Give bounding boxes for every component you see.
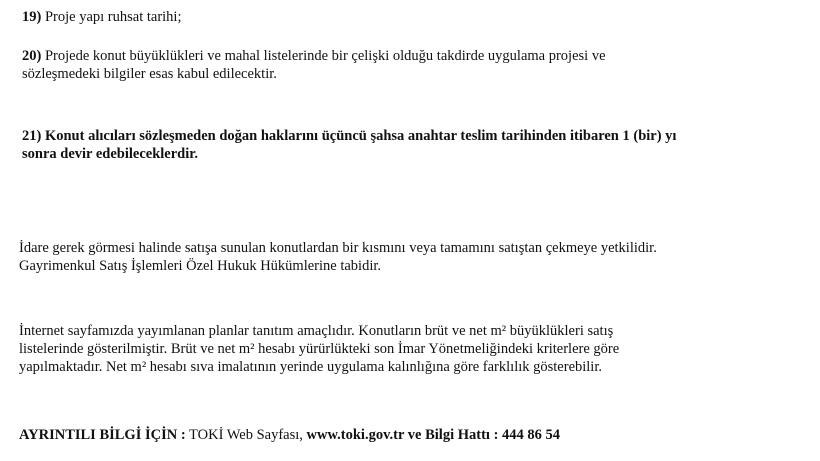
item-20-line-1: Projede konut büyüklükleri ve mahal listelerinde bir çelişki olduğu takdirde uygulama projesi ve [41,48,606,64]
hotline: Bilgi Hattı : 444 86 54 [425,427,561,443]
toki-url: www.toki.gov.tr [306,427,405,443]
internet-line-1: İnternet sayfamızda yayımlanan planlar tanıtım amaçlıdır. Konutların brüt ve net m² büyüklükleri satış [19,323,614,339]
item-21 [22,127,676,163]
idare-paragraph [19,239,657,275]
footer-label: AYRINTILI BİLGİ İÇİN : [19,427,186,443]
footer-text-1: TOKİ Web Sayfası, [185,427,307,443]
item-19-text: Proje yapı ruhsat tarihi; [41,9,182,25]
item-21-line-2: sonra devir edebileceklerdir. [22,146,198,162]
footer-contact [19,426,560,444]
item-20 [22,47,606,83]
item-19 [22,8,181,26]
item-21-number: 21) [22,128,42,144]
internet-line-3: yapılmaktadır. Net m² hesabı sıva imalatının yerinde uygulama kalınlığına göre farklılık gösterebilir. [19,359,602,375]
internet-paragraph [19,322,619,376]
internet-line-2: listelerinde gösterilmiştir. Brüt ve net m² hesabı yürürlükteki son İmar Yönetmeliğindeki kriterlere göre [19,341,620,357]
item-19-number: 19) [22,9,42,25]
item-20-line-2: sözleşmedeki bilgiler esas kabul edilecektir. [22,66,277,82]
idare-line-1: İdare gerek görmesi halinde satışa sunulan konutlardan bir kısmını veya tamamını satıştan çekmeye yetkilidir. [19,240,657,256]
idare-line-2: Gayrimenkul Satış İşlemleri Özel Hukuk Hükümlerine tabidir. [19,258,382,274]
item-21-line-1: Konut alıcıları sözleşmeden doğan haklarını üçüncü şahsa anahtar teslim tarihinden itibaren 1 (bir) yı [41,128,677,144]
item-20-number: 20) [22,48,42,64]
footer-text-2: ve [404,427,426,443]
